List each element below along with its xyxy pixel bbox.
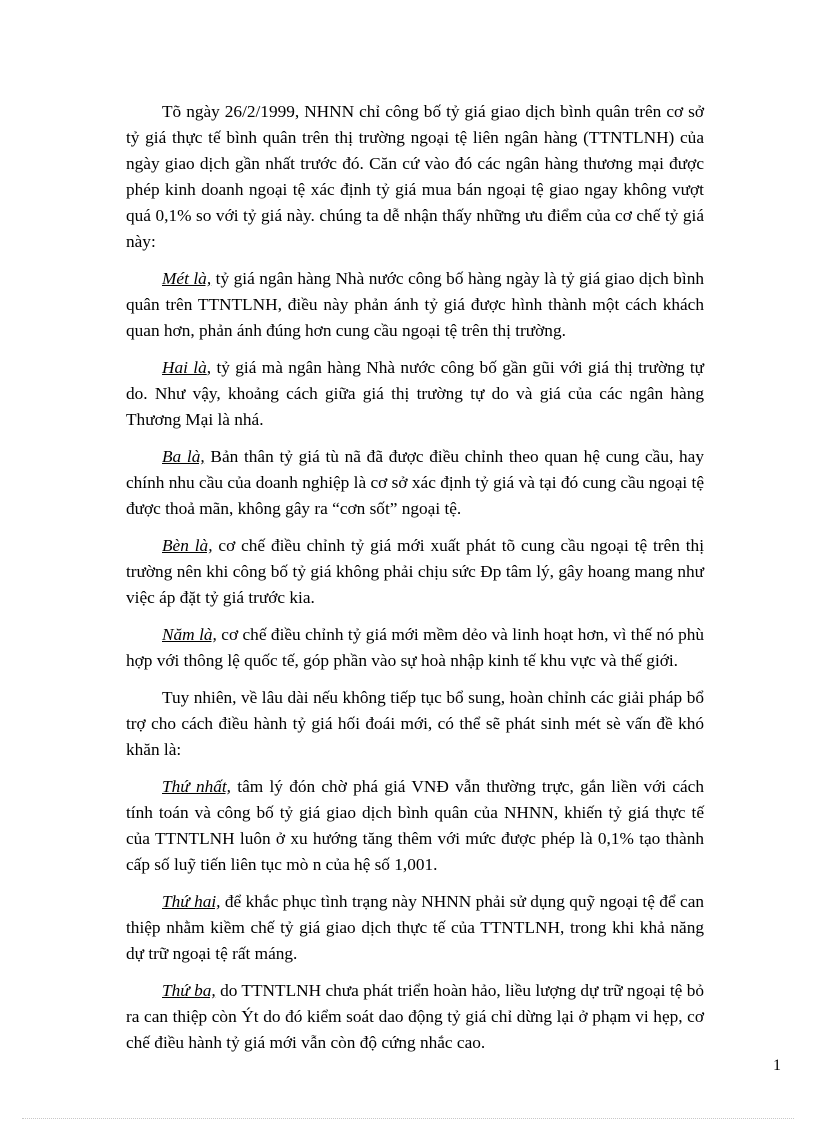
paragraph-text: Tuy nhiên, về lâu dài nếu không tiếp tục bổ sung, hoàn chỉnh các giải pháp bổ trợ cho cách điều hành tỷ giá hối đoái mới, có thể sẽ phát sinh mét sè vấn đề khó khăn là: <box>126 688 704 759</box>
paragraph-issue-1 <box>126 774 704 878</box>
paragraph-text: cơ chế điều chỉnh tỷ giá mới xuất phát tõ cung cầu ngoại tệ trên thị trường nên khi công bố tỷ giá không phải chịu sức Ðp tâm lý, gây hoang mang như việc áp đặt tỷ giá trước kia. <box>126 536 704 607</box>
paragraph-point-2 <box>126 355 704 433</box>
paragraph-text: cơ chế điều chỉnh tỷ giá mới mềm dẻo và linh hoạt hơn, vì thế nó phù hợp với thông lệ quốc tế, góp phần vào sự hoà nhập kinh tế khu vực và thế giới. <box>126 625 704 670</box>
paragraph-text: , tỷ giá mà ngân hàng Nhà nước công bố gần gũi với giá thị trường tự do. Như vậy, khoảng cách giữa giá thị trường tự do và giá của các ngân hàng Thương Mại là nhá. <box>126 358 704 429</box>
paragraph-text: tâm lý đón chờ phá giá VNĐ vẫn thường trực, gắn liền với cách tính toán và công bố tỷ giá giao dịch bình quân của NHNN, khiến tỷ giá thực tế của TTNTLNH luôn ở xu hướng tăng thêm với mức được phép là 0,1% tạo thành cấp số luỹ tiến liên tục mò n của hệ số 1,001. <box>126 777 704 874</box>
paragraph-issue-2 <box>126 889 704 967</box>
paragraph-lead: Bèn là, <box>162 536 213 555</box>
paragraph-text: do TTNTLNH chưa phát triển hoàn hảo, liều lượng dự trữ ngoại tệ bỏ ra can thiệp còn Ýt do đó kiểm soát dao động tỷ giá chỉ dừng lại ở phạm vi hẹp, cơ chế điều hành tỷ giá mới vẫn còn độ cứng nhắc cao. <box>126 981 704 1052</box>
paragraph-text: tỷ giá ngân hàng Nhà nước công bố hàng ngày là tỷ giá giao dịch bình quân trên TTNTLNH, điều này phản ánh tỷ giá được hình thành một cách khách quan hơn, phản ánh đúng hơn cung cầu ngoại tệ trên thị trường. <box>126 269 704 340</box>
document-body <box>126 99 704 1067</box>
paragraph-intro <box>126 99 704 255</box>
page-number: 1 <box>773 1057 781 1074</box>
paragraph-text: để khắc phục tình trạng này NHNN phải sử dụng quỹ ngoại tệ để can thiệp nhằm kiềm chế tỷ giá giao dịch thực tế của TTNTLNH, trong khi khả năng dự trữ ngoại tệ rất máng. <box>126 892 704 963</box>
paragraph-point-1 <box>126 266 704 344</box>
paragraph-lead: Năm là, <box>162 625 217 644</box>
paragraph-lead: Thứ nhất, <box>162 777 231 796</box>
paragraph-lead: Thứ hai, <box>162 892 221 911</box>
paragraph-point-5 <box>126 622 704 674</box>
paragraph-text: Tõ ngày 26/2/1999, NHNN chỉ công bố tỷ giá giao dịch bình quân trên cơ sở tỷ giá thực tế bình quân trên thị trường ngoại tệ liên ngân hàng (TTNTLNH) của ngày giao dịch gần nhất trước đó. Căn cứ vào đó các ngân hàng thương mại được phép kinh doanh ngoại tệ xác định tỷ giá mua bán ngoại tệ giao ngay không vượt quá 0,1% so với tỷ giá này. chúng ta dễ nhận thấy những ưu điểm của cơ chế tỷ giá này: <box>126 102 704 251</box>
paragraph-lead: Thứ ba, <box>162 981 216 1000</box>
paragraph-lead: Ba là, <box>162 447 205 466</box>
paragraph-point-4 <box>126 533 704 611</box>
paragraph-lead: Hai là <box>162 358 207 377</box>
page-bottom-divider <box>22 1118 794 1119</box>
paragraph-text: Bản thân tỷ giá tù nã đã được điều chỉnh theo quan hệ cung cầu, hay chính nhu cầu của doanh nghiệp là cơ sở xác định tỷ giá và tại đó cung cầu ngoại tệ được thoả mãn, không gây ra “cơn sốt” ngoại tệ. <box>126 447 704 518</box>
paragraph-lead: Mét là, <box>162 269 212 288</box>
paragraph-issue-3 <box>126 978 704 1056</box>
paragraph-point-3 <box>126 444 704 522</box>
paragraph-however <box>126 685 704 763</box>
